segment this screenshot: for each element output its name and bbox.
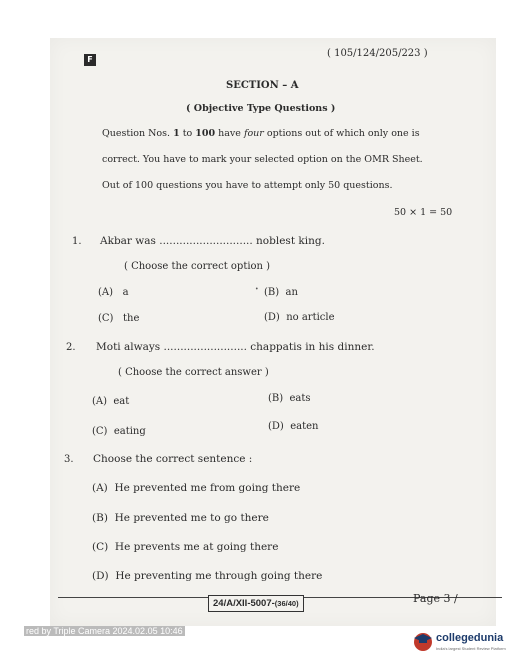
question-3-option-d[interactable] (92, 570, 322, 582)
option-label: (A) (92, 482, 108, 494)
instruction-number: 1 (173, 128, 180, 139)
option-text: He prevented me from going there (114, 482, 301, 494)
booklet-code (208, 595, 304, 612)
option-label: (A) (98, 287, 114, 298)
option-label: (D) (268, 421, 284, 432)
question-3-option-a[interactable] (92, 482, 300, 494)
option-text: eating (113, 426, 146, 437)
instruction-text: options out of which only one is (263, 128, 420, 139)
option-label: (A) (92, 396, 108, 407)
logo-tagline: India's largest Student Review Platform (436, 646, 506, 651)
section-title: SECTION – A (226, 80, 299, 91)
booklet-code-sheet: (36/40) (274, 599, 299, 608)
option-label: (C) (98, 313, 114, 324)
question-3-option-b[interactable] (92, 512, 269, 524)
stray-mark: • (255, 286, 259, 293)
instruction-line-2: correct. You have to mark your selected option on the OMR Sheet. (102, 154, 423, 165)
question-1-option-b[interactable] (264, 287, 298, 298)
question-1-option-d[interactable] (264, 312, 335, 323)
set-badge: F (84, 54, 96, 66)
question-1-number: 1. (72, 236, 82, 247)
instruction-line-3: Out of 100 questions you have to attempt only 50 questions. (102, 180, 393, 191)
exam-paper (50, 38, 496, 626)
question-2-instruction: ( Choose the correct answer ) (118, 367, 269, 378)
question-1-option-a[interactable] (98, 287, 129, 298)
question-2-number: 2. (66, 342, 76, 353)
instruction-line-1 (102, 128, 420, 139)
camera-watermark: red by Triple Camera 2024.02.05 10:46 (26, 626, 183, 636)
instruction-text: have (215, 128, 244, 139)
option-label: (D) (92, 570, 109, 582)
option-text: no article (286, 312, 335, 323)
question-2-option-a[interactable] (92, 396, 129, 407)
question-2-text: Moti always ......................... chappatis in his dinner. (96, 341, 375, 353)
option-text: an (285, 287, 298, 298)
instruction-emphasis: four (243, 128, 264, 139)
question-1-option-c[interactable] (98, 313, 139, 324)
question-1-instruction: ( Choose the correct option ) (124, 261, 271, 272)
option-text: He prevents me at going there (114, 541, 279, 553)
option-text: He preventing me through going there (115, 570, 323, 582)
option-label: (B) (92, 512, 108, 524)
question-2-option-b[interactable] (268, 393, 311, 404)
option-label: (B) (264, 287, 280, 298)
instruction-text: Question Nos. (102, 128, 174, 139)
question-3-option-c[interactable] (92, 541, 278, 553)
instruction-number: 100 (195, 128, 216, 139)
question-3-number: 3. (64, 454, 74, 465)
instruction-text: to (179, 128, 196, 139)
section-subtitle: ( Objective Type Questions ) (186, 103, 336, 114)
option-label: (C) (92, 541, 109, 553)
option-label: (B) (268, 393, 284, 404)
logo-text: collegedunia (436, 632, 504, 644)
graduation-cap-icon (412, 630, 434, 652)
option-label: (C) (92, 426, 108, 437)
marks-scheme: 50 × 1 = 50 (394, 207, 453, 218)
option-label: (D) (264, 312, 280, 323)
paper-code: ( 105/124/205/223 ) (327, 48, 428, 59)
option-text: He prevented me to go there (114, 512, 269, 524)
question-2-option-d[interactable] (268, 421, 318, 432)
booklet-code-main: 24/A/XII-5007- (213, 598, 275, 609)
option-text: the (123, 313, 140, 324)
option-text: a (122, 287, 129, 298)
question-1-text: Akbar was ............................ noblest king. (100, 235, 325, 247)
option-text: eat (113, 396, 130, 407)
option-text: eaten (290, 421, 319, 432)
question-2-option-c[interactable] (92, 426, 146, 437)
page-number: Page 3 / (413, 592, 458, 605)
question-3-text: Choose the correct sentence : (93, 453, 253, 465)
option-text: eats (289, 393, 311, 404)
